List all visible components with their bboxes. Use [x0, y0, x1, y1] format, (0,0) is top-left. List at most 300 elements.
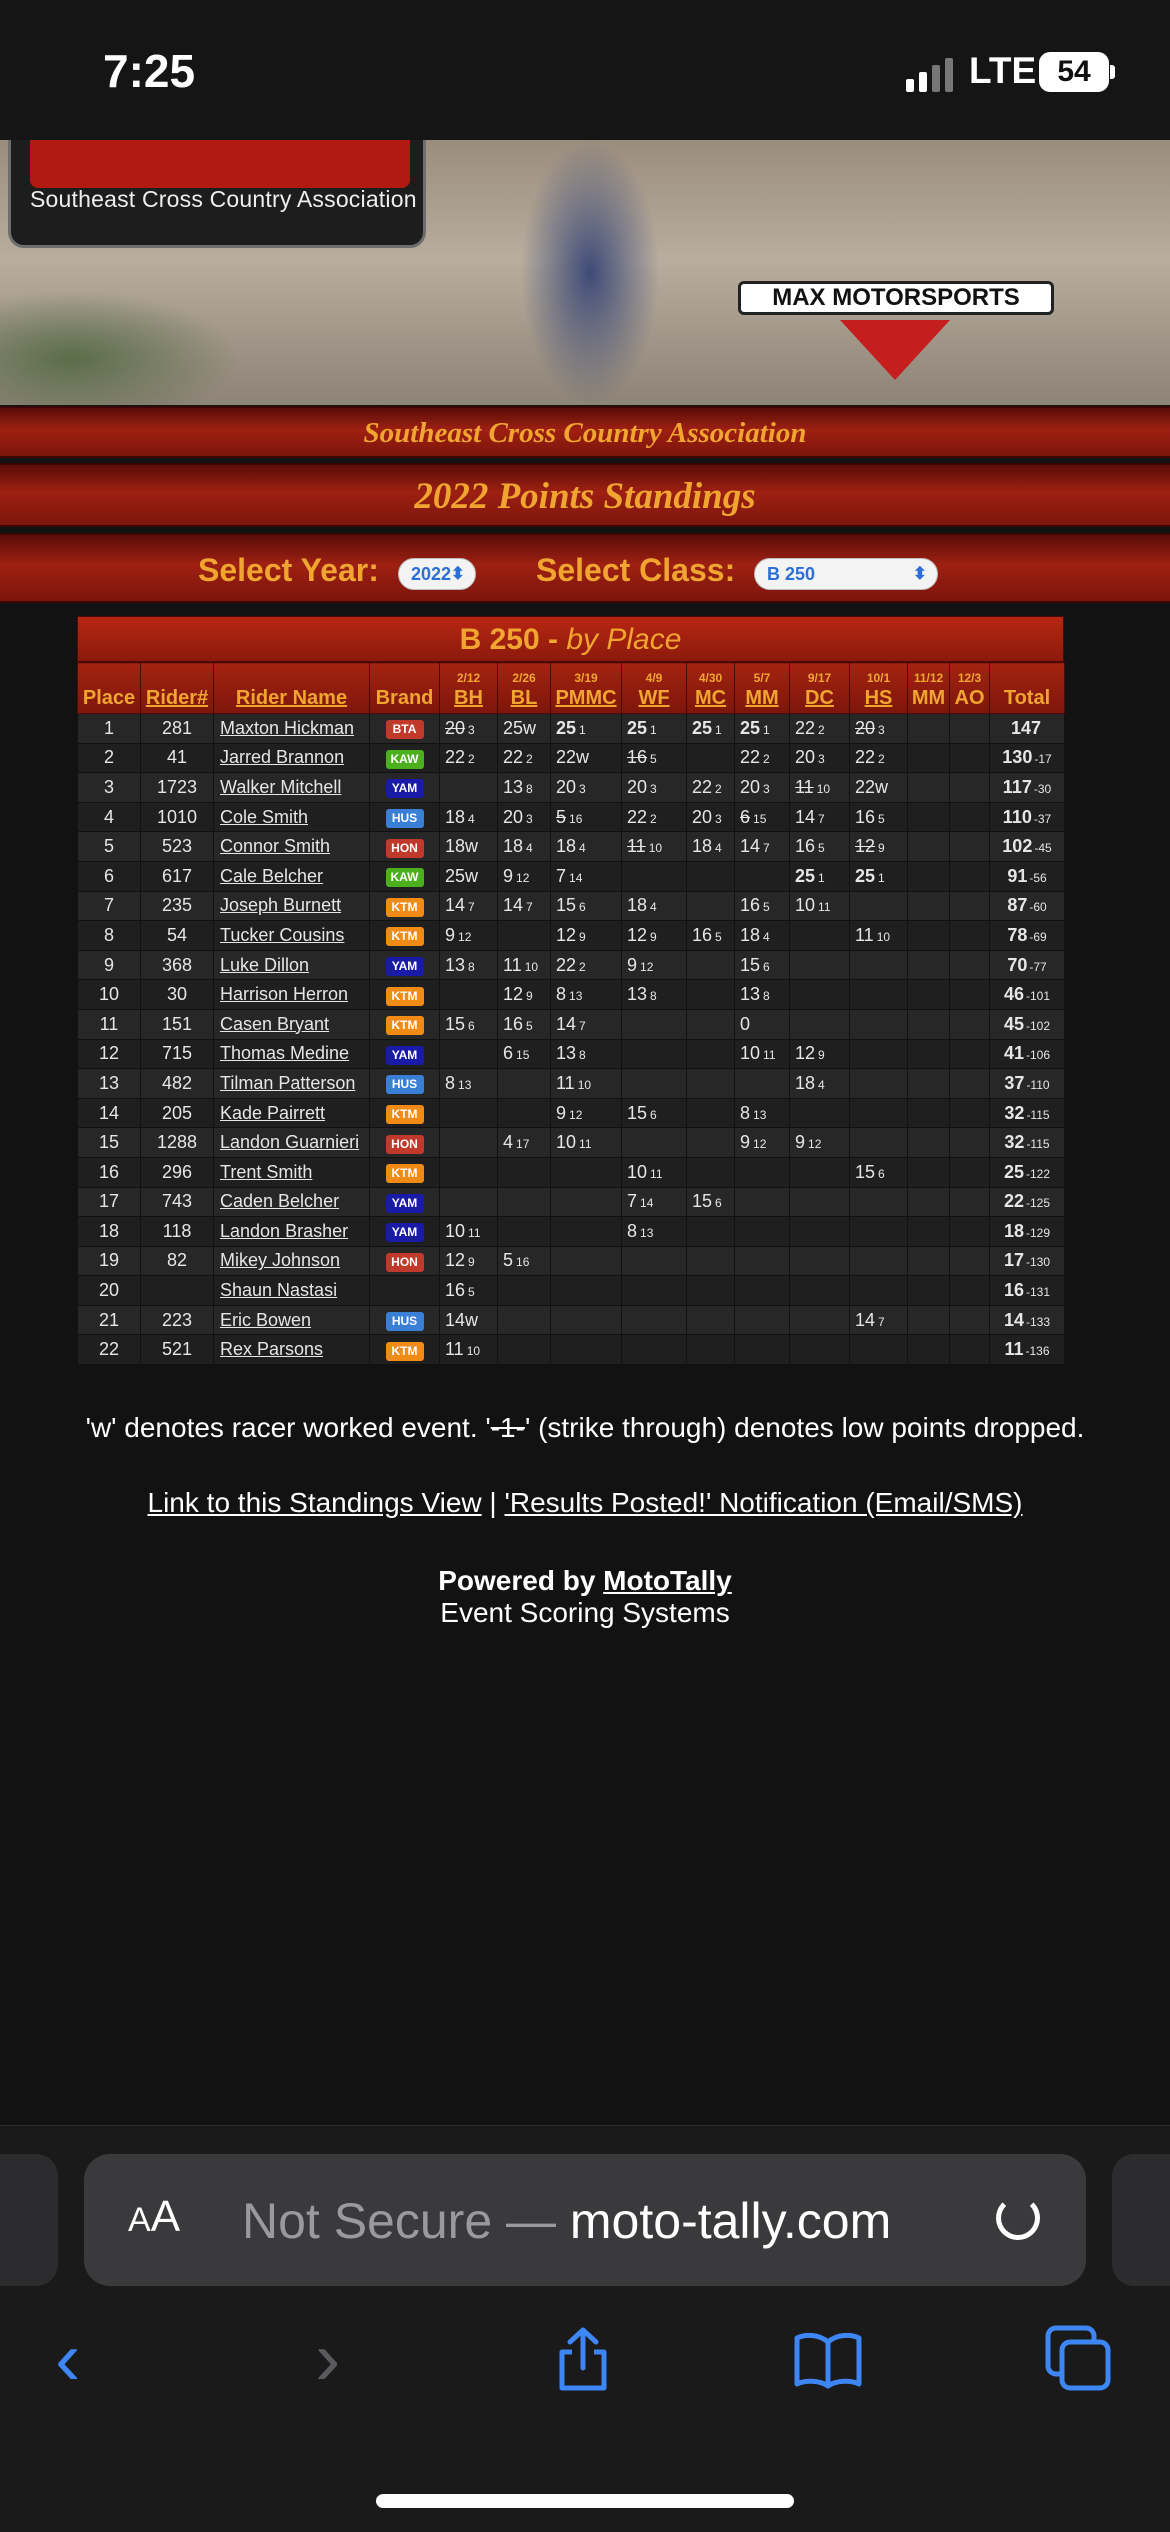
score-finish: 8: [468, 959, 475, 974]
score-finish: 2: [878, 752, 885, 767]
score-cell: [622, 1217, 687, 1247]
battery-icon: [1039, 52, 1109, 92]
col-event-2[interactable]: 3/19 PMMC: [551, 663, 622, 714]
score-cell: [687, 832, 735, 862]
score-cell: [735, 802, 790, 832]
score-points: 22w: [855, 776, 889, 797]
score-points: 9: [795, 1132, 806, 1153]
score-points: 10: [445, 1220, 466, 1241]
score-finish: 1: [818, 870, 825, 885]
score-cell: [850, 950, 908, 980]
table-row: [78, 802, 1065, 832]
score-points: 8: [556, 984, 567, 1005]
total-cell: [990, 773, 1065, 803]
rider-num-cell: 482: [141, 1069, 214, 1099]
score-points: 22: [503, 747, 524, 768]
brand-cell: [370, 1305, 440, 1335]
col-event-3[interactable]: 4/9 WF: [622, 663, 687, 714]
brand-badge: YAM: [386, 1046, 424, 1065]
score-finish: 11: [579, 1137, 592, 1152]
score-cell: [735, 1217, 790, 1247]
score-points: 18: [503, 836, 524, 857]
total-points: 14: [1003, 1309, 1024, 1330]
score-cell: [735, 1039, 790, 1069]
table-row: [78, 832, 1065, 862]
total-points: 87: [1007, 895, 1028, 916]
score-cell: [551, 773, 622, 803]
place-cell: 1: [78, 714, 141, 744]
score-finish: 8: [526, 781, 533, 796]
score-points: 8: [445, 1072, 456, 1093]
score-cell: [498, 1217, 551, 1247]
page-title: 2022 Points Standings: [0, 463, 1170, 527]
score-cell: [735, 743, 790, 773]
score-finish: 1: [763, 722, 770, 737]
battery-level: 54: [1057, 55, 1091, 88]
score-points: 10: [627, 1161, 648, 1182]
score-cell: [735, 1305, 790, 1335]
brand-cell: [370, 714, 440, 744]
score-points: 9: [740, 1132, 751, 1153]
brand-cell: [370, 773, 440, 803]
rider-name-link[interactable]: Caden Belcher: [214, 1187, 370, 1217]
back-icon[interactable]: ‹: [55, 2316, 81, 2401]
rider-name-link[interactable]: Cale Belcher: [214, 861, 370, 891]
score-cell: [850, 1187, 908, 1217]
score-points: 11: [855, 924, 874, 945]
year-select[interactable]: [398, 558, 476, 590]
score-cell: [551, 743, 622, 773]
score-cell: [908, 921, 950, 951]
score-points: 15: [740, 954, 761, 975]
score-cell: [440, 891, 498, 921]
score-cell: [950, 1276, 990, 1306]
table-row: [78, 714, 1065, 744]
score-finish: 13: [569, 989, 583, 1004]
score-cell: [950, 921, 990, 951]
score-cell: [735, 921, 790, 951]
footer-links: Link to this Standings View | 'Results Posted!' Notification (Email/SMS): [147, 1487, 1023, 1518]
col-event-9: 12/3 AO: [950, 663, 990, 714]
score-cell: [908, 714, 950, 744]
score-finish: 4: [579, 841, 586, 856]
score-cell: [735, 1069, 790, 1099]
rider-name-link[interactable]: Joseph Burnett: [214, 891, 370, 921]
score-points: 13: [503, 776, 524, 797]
rider-num-cell: 30: [141, 980, 214, 1010]
score-cell: [908, 1039, 950, 1069]
tabs-icon[interactable]: [1044, 2324, 1114, 2394]
brand-badge: YAM: [386, 957, 424, 976]
brand-badge: KAW: [386, 750, 424, 769]
score-points: 20: [445, 717, 466, 738]
score-cell: [551, 1305, 622, 1335]
table-row: [78, 861, 1065, 891]
score-finish: 4: [650, 900, 657, 915]
score-points: 9: [503, 865, 514, 886]
rider-name-link[interactable]: Casen Bryant: [214, 1009, 370, 1039]
powered-by: Powered by MotoTally Event Scoring Systems: [438, 1565, 732, 1628]
points-behind: -115: [1026, 1107, 1050, 1122]
score-finish: 7: [878, 1314, 885, 1329]
brand-cell: [370, 1128, 440, 1158]
brand-cell: [370, 1335, 440, 1365]
score-points: 9: [556, 1102, 567, 1123]
score-cell: [908, 1098, 950, 1128]
address-text[interactable]: [242, 2192, 891, 2250]
col-rider-name[interactable]: Rider Name: [214, 663, 370, 714]
bookmarks-icon[interactable]: [793, 2324, 863, 2394]
score-cell: [551, 1128, 622, 1158]
points-behind: -122: [1026, 1166, 1051, 1181]
score-cell: [440, 743, 498, 773]
rider-num-cell: 368: [141, 950, 214, 980]
score-cell: [850, 1128, 908, 1158]
score-cell: [790, 1157, 850, 1187]
score-finish: 1: [650, 722, 657, 737]
table-title: B 250 - by Place: [77, 616, 1064, 662]
rider-name-link[interactable]: Maxton Hickman: [214, 714, 370, 744]
score-cell: [790, 891, 850, 921]
rider-num-cell: 523: [141, 832, 214, 862]
score-cell: [790, 832, 850, 862]
score-finish: 17: [516, 1137, 530, 1152]
score-cell: [687, 1009, 735, 1039]
score-cell: [850, 921, 908, 951]
reload-icon[interactable]: [996, 2196, 1040, 2240]
score-cell: [908, 773, 950, 803]
rider-num-cell: 1723: [141, 773, 214, 803]
score-cell: [551, 1098, 622, 1128]
total-cell: [990, 1276, 1065, 1306]
score-cell: [950, 714, 990, 744]
points-behind: -106: [1026, 1048, 1051, 1063]
score-finish: 6: [763, 959, 770, 974]
score-cell: [908, 1217, 950, 1247]
score-points: 25w: [445, 865, 479, 886]
score-cell: [790, 980, 850, 1010]
score-cell: [498, 861, 551, 891]
brand-cell: [370, 743, 440, 773]
score-cell: [551, 950, 622, 980]
score-finish: 4: [526, 841, 533, 856]
sponsor-banner: [0, 140, 1170, 405]
score-points: 22: [692, 776, 713, 797]
rider-name-link[interactable]: Trent Smith: [214, 1157, 370, 1187]
score-cell: [850, 891, 908, 921]
score-cell: [440, 1187, 498, 1217]
table-row: [78, 980, 1065, 1010]
score-finish: 2: [526, 752, 533, 767]
score-points: 10: [556, 1132, 577, 1153]
score-cell: [850, 1098, 908, 1128]
score-cell: [908, 1246, 950, 1276]
score-points: 14: [445, 895, 466, 916]
score-points: 5: [503, 1250, 514, 1271]
rider-num-cell: 1010: [141, 802, 214, 832]
previous-tab[interactable]: [0, 2154, 58, 2286]
total-points: 130: [1002, 747, 1033, 768]
score-cell: [440, 980, 498, 1010]
score-cell: [908, 1069, 950, 1099]
score-cell: [790, 921, 850, 951]
rider-name-link[interactable]: Kade Pairrett: [214, 1098, 370, 1128]
score-cell: [687, 1039, 735, 1069]
next-tab[interactable]: [1112, 2154, 1170, 2286]
score-finish: 3: [579, 781, 586, 796]
place-cell: 20: [78, 1276, 141, 1306]
standings-view-link[interactable]: Link to this Standings View: [147, 1487, 482, 1518]
score-cell: [908, 1157, 950, 1187]
score-cell: [687, 921, 735, 951]
total-cell: [990, 832, 1065, 862]
score-finish: 13: [640, 1225, 654, 1240]
score-cell: [908, 980, 950, 1010]
total-points: 11: [1004, 1339, 1024, 1360]
score-cell: [622, 1187, 687, 1217]
score-cell: [850, 1276, 908, 1306]
rider-name-link[interactable]: Mikey Johnson: [214, 1246, 370, 1276]
score-cell: [687, 1335, 735, 1365]
standings-body: [78, 714, 1065, 1365]
score-cell: [498, 1009, 551, 1039]
rider-num-cell: 715: [141, 1039, 214, 1069]
home-indicator[interactable]: [376, 2494, 794, 2508]
class-select[interactable]: [754, 558, 938, 590]
mototally-link[interactable]: MotoTally: [603, 1565, 732, 1596]
rider-name-link[interactable]: Tucker Cousins: [214, 921, 370, 951]
rider-name-link[interactable]: Connor Smith: [214, 832, 370, 862]
rider-name-link[interactable]: Cole Smith: [214, 802, 370, 832]
score-points: 8: [627, 1220, 638, 1241]
rider-name-link[interactable]: Thomas Medine: [214, 1039, 370, 1069]
rider-name-link[interactable]: Tilman Patterson: [214, 1069, 370, 1099]
total-points: 18: [1003, 1220, 1024, 1241]
score-points: 11: [503, 954, 522, 975]
points-behind: -130: [1026, 1255, 1051, 1270]
col-event-5[interactable]: 5/7 MM: [735, 663, 790, 714]
score-finish: 10: [648, 841, 663, 856]
score-finish: 3: [468, 722, 475, 737]
rider-name-link[interactable]: Shaun Nastasi: [214, 1276, 370, 1306]
score-points: 14: [795, 806, 816, 827]
score-cell: [850, 832, 908, 862]
score-finish: 10: [466, 1344, 481, 1359]
score-points: 18: [740, 924, 761, 945]
total-points: 70: [1007, 954, 1028, 975]
col-event-7[interactable]: 10/1 HS: [850, 663, 908, 714]
score-points: 13: [556, 1043, 577, 1064]
col-event-1[interactable]: 2/26 BL: [498, 663, 551, 714]
score-finish: 11: [818, 900, 831, 915]
score-cell: [622, 1246, 687, 1276]
score-cell: [440, 921, 498, 951]
brand-badge: KTM: [386, 1342, 424, 1361]
score-cell: [498, 1335, 551, 1365]
score-cell: [950, 1128, 990, 1158]
brand-cell: [370, 1069, 440, 1099]
score-finish: 7: [818, 811, 825, 826]
text-size-button[interactable]: AA: [128, 2192, 181, 2241]
score-cell: [622, 980, 687, 1010]
chevron-updown-icon: ⬍: [450, 564, 465, 583]
score-cell: [790, 1069, 850, 1099]
brand-cell: [370, 1039, 440, 1069]
col-place: Place: [78, 663, 141, 714]
score-cell: [498, 1098, 551, 1128]
score-finish: 9: [818, 1048, 825, 1063]
score-cell: [735, 1128, 790, 1158]
total-points: 25: [1003, 1161, 1024, 1182]
score-cell: [498, 802, 551, 832]
place-cell: 12: [78, 1039, 141, 1069]
score-cell: [551, 891, 622, 921]
score-cell: [551, 1009, 622, 1039]
col-rider-num[interactable]: Rider#: [141, 663, 214, 714]
score-points: 14: [503, 895, 524, 916]
results-notification-link[interactable]: 'Results Posted!' Notification (Email/SMS): [504, 1487, 1023, 1518]
score-cell: [790, 1335, 850, 1365]
col-event-6[interactable]: 9/17 DC: [790, 663, 850, 714]
score-points: 13: [445, 954, 466, 975]
score-finish: 13: [458, 1077, 472, 1092]
score-finish: 3: [650, 781, 657, 796]
brand-cell: [370, 1098, 440, 1128]
col-event-0[interactable]: 2/12 BH: [440, 663, 498, 714]
rider-name-link[interactable]: Harrison Herron: [214, 980, 370, 1010]
score-cell: [850, 714, 908, 744]
score-finish: 10: [524, 959, 539, 974]
score-cell: [790, 714, 850, 744]
brand-badge: BTA: [386, 720, 424, 739]
score-points: 16: [627, 747, 648, 768]
score-cell: [622, 950, 687, 980]
score-cell: [622, 1128, 687, 1158]
score-cell: [687, 802, 735, 832]
standings-table: [77, 616, 1064, 1365]
place-cell: 18: [78, 1217, 141, 1247]
score-cell: [850, 861, 908, 891]
share-icon[interactable]: [548, 2324, 618, 2394]
score-points: 18w: [445, 836, 479, 857]
score-cell: [850, 980, 908, 1010]
place-cell: 14: [78, 1098, 141, 1128]
score-points: 20: [627, 776, 648, 797]
score-cell: [950, 773, 990, 803]
brand-badge: HON: [386, 1135, 424, 1154]
score-finish: 5: [715, 929, 722, 944]
score-cell: [790, 1276, 850, 1306]
score-finish: 12: [569, 1107, 583, 1122]
score-cell: [950, 1217, 990, 1247]
brand-cell: [370, 1246, 440, 1276]
score-cell: [735, 1335, 790, 1365]
score-cell: [790, 773, 850, 803]
rider-num-cell: [141, 1276, 214, 1306]
score-points: 14w: [445, 1309, 479, 1330]
score-finish: 7: [763, 841, 770, 856]
score-cell: [735, 1246, 790, 1276]
score-finish: 7: [468, 900, 475, 915]
score-points: 25: [740, 717, 761, 738]
score-cell: [735, 950, 790, 980]
brand-badge: KTM: [386, 898, 424, 917]
rider-name-link[interactable]: Rex Parsons: [214, 1335, 370, 1365]
rider-name-link[interactable]: Landon Brasher: [214, 1217, 370, 1247]
score-cell: [498, 1187, 551, 1217]
score-cell: [850, 1217, 908, 1247]
rider-name-link[interactable]: Eric Bowen: [214, 1305, 370, 1335]
score-cell: [850, 1335, 908, 1365]
place-cell: 8: [78, 921, 141, 951]
brand-badge: YAM: [386, 1194, 424, 1213]
score-cell: [790, 1098, 850, 1128]
score-points: 12: [445, 1250, 466, 1271]
table-row: [78, 891, 1065, 921]
table-row: [78, 773, 1065, 803]
score-finish: 1: [715, 722, 722, 737]
brand-badge: HUS: [386, 809, 424, 828]
score-points: 22: [556, 954, 577, 975]
points-behind: -30: [1033, 781, 1052, 796]
rider-name-link[interactable]: Walker Mitchell: [214, 773, 370, 803]
score-points: 22: [795, 717, 816, 738]
brand-badge: HON: [386, 839, 424, 858]
total-points: 17: [1003, 1250, 1024, 1271]
table-row: [78, 1246, 1065, 1276]
score-cell: [790, 1246, 850, 1276]
points-behind: -102: [1026, 1018, 1051, 1033]
col-event-4[interactable]: 4/30 MC: [687, 663, 735, 714]
score-finish: 10: [816, 781, 831, 796]
score-points: 14: [855, 1309, 876, 1330]
score-finish: 6: [468, 1018, 475, 1033]
rider-name-link[interactable]: Jarred Brannon: [214, 743, 370, 773]
score-cell: [735, 832, 790, 862]
score-finish: 6: [579, 900, 586, 915]
score-cell: [498, 1276, 551, 1306]
domain-text: moto-tally.com: [569, 2193, 892, 2249]
score-cell: [790, 1128, 850, 1158]
score-cell: [498, 1039, 551, 1069]
score-cell: [687, 1187, 735, 1217]
score-cell: [440, 832, 498, 862]
score-points: 8: [740, 1102, 751, 1123]
points-behind: -115: [1026, 1137, 1050, 1152]
score-finish: 6: [650, 1107, 657, 1122]
score-points: 22: [445, 747, 466, 768]
place-cell: 15: [78, 1128, 141, 1158]
brand-badge: KTM: [386, 1164, 424, 1183]
rider-name-link[interactable]: Luke Dillon: [214, 950, 370, 980]
score-cell: [440, 1157, 498, 1187]
score-finish: 12: [458, 929, 472, 944]
score-points: 16: [503, 1013, 524, 1034]
place-cell: 17: [78, 1187, 141, 1217]
score-points: 16: [740, 895, 761, 916]
total-points: 91: [1007, 865, 1028, 886]
score-cell: [908, 802, 950, 832]
score-cell: [687, 714, 735, 744]
forward-icon[interactable]: ›: [315, 2316, 341, 2401]
score-cell: [622, 802, 687, 832]
score-cell: [440, 1069, 498, 1099]
total-points: 22: [1003, 1191, 1024, 1212]
score-cell: [551, 802, 622, 832]
total-cell: [990, 1039, 1065, 1069]
rider-name-link[interactable]: Landon Guarnieri: [214, 1128, 370, 1158]
score-cell: [622, 1009, 687, 1039]
